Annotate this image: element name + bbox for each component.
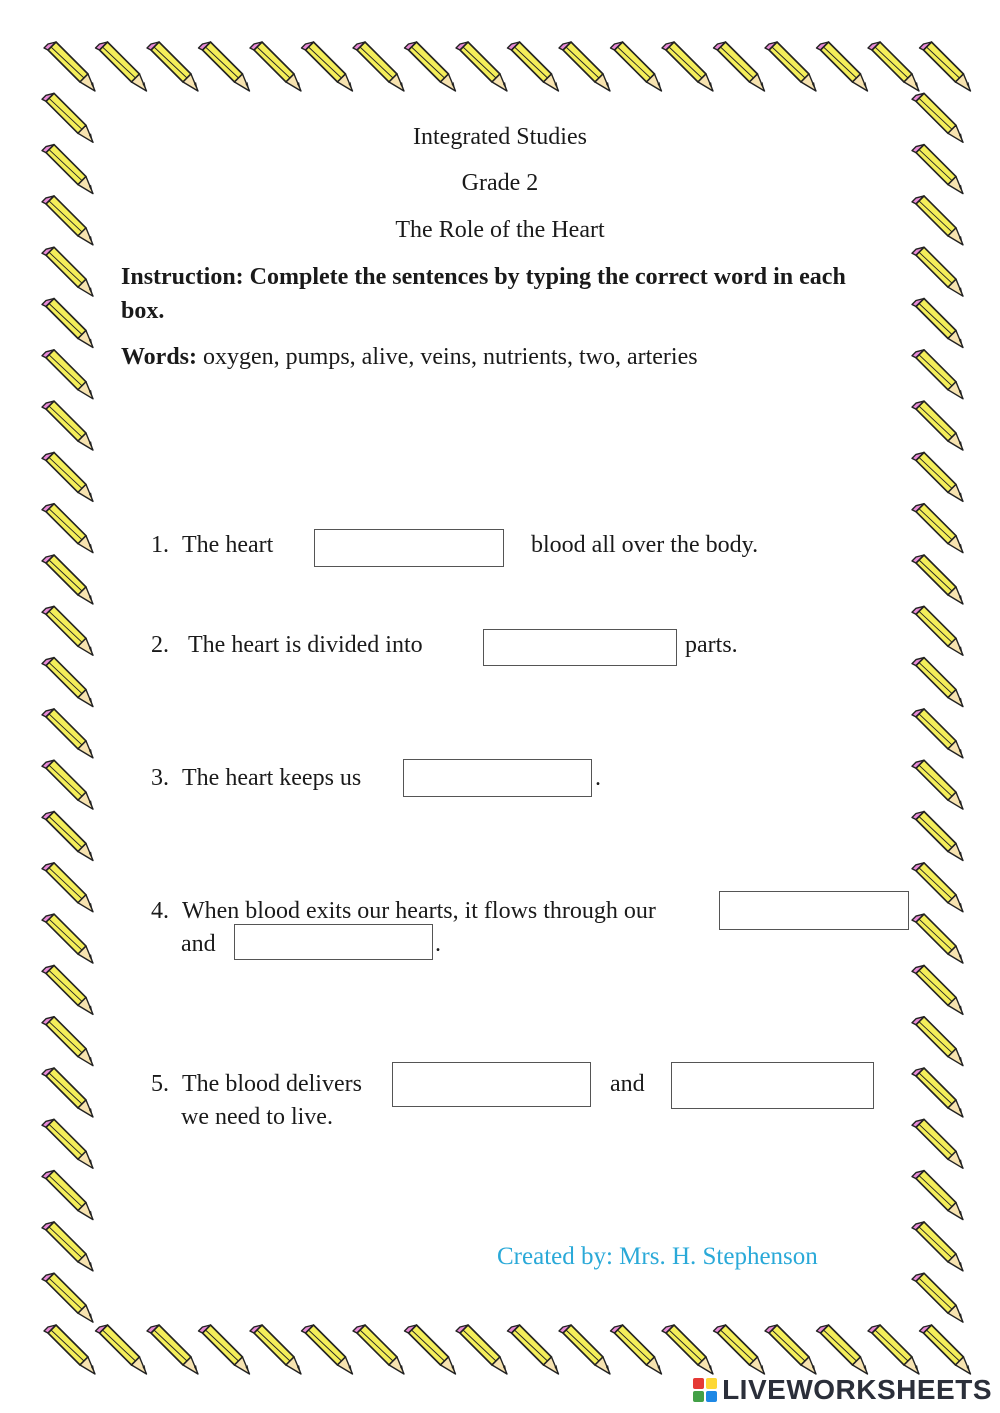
pencil-icon	[42, 299, 93, 348]
pencil-icon	[868, 42, 919, 91]
pencil-icon	[250, 42, 301, 91]
pencil-icon	[912, 401, 963, 450]
q2-text-after: parts.	[685, 632, 738, 658]
pencil-icon	[199, 42, 250, 91]
pencil-icon	[662, 1325, 713, 1374]
word-bank-list: oxygen, pumps, alive, veins, nutrients, two, arteries	[203, 344, 698, 370]
q5-answer-box-b[interactable]	[671, 1062, 874, 1109]
q4-text-before: When blood exits our hearts, it flows through our	[182, 898, 656, 924]
q3-text-before: The heart keeps us	[182, 765, 362, 791]
pencil-icon	[302, 42, 353, 91]
q5-number: 5.	[151, 1071, 169, 1097]
pencil-icon	[559, 42, 610, 91]
pencil-icon	[147, 42, 198, 91]
pencil-icon	[912, 709, 963, 758]
q5-text-middle: and	[610, 1071, 645, 1097]
pencil-icon	[42, 1171, 93, 1220]
pencil-icon	[199, 1325, 250, 1374]
pencil-icon	[42, 1119, 93, 1168]
pencil-icon	[42, 1273, 93, 1322]
pencil-icon	[42, 965, 93, 1014]
pencil-icon	[405, 42, 456, 91]
pencil-icon	[611, 42, 662, 91]
pencil-icon	[912, 606, 963, 655]
word-bank	[121, 340, 891, 374]
pencil-icon	[302, 1325, 353, 1374]
pencil-icon	[508, 42, 559, 91]
grade-title: Grade 2	[461, 170, 539, 196]
pencil-icon	[42, 760, 93, 809]
q3-text-after: .	[595, 765, 601, 791]
pencil-icon	[250, 1325, 301, 1374]
q4-text-after: .	[435, 931, 441, 957]
topic-title: The Role of the Heart	[395, 217, 605, 243]
pencil-icon	[912, 1171, 963, 1220]
pencil-icon	[714, 42, 765, 91]
pencil-icon	[456, 1325, 507, 1374]
subject-title: Integrated Studies	[413, 124, 587, 150]
q1-text-after: blood all over the body.	[531, 532, 759, 558]
pencil-icon	[912, 1273, 963, 1322]
pencil-icon	[912, 350, 963, 399]
q1-text-before: The heart	[182, 532, 274, 558]
pencil-icon	[42, 247, 93, 296]
q1-number: 1.	[151, 532, 169, 558]
pencil-icon	[912, 658, 963, 707]
pencil-icon	[912, 555, 963, 604]
q3-number: 3.	[151, 765, 169, 791]
pencil-icon	[405, 1325, 456, 1374]
pencil-icon	[559, 1325, 610, 1374]
pencil-icon	[353, 1325, 404, 1374]
pencil-icon	[817, 1325, 868, 1374]
q4-answer-box-a[interactable]	[719, 891, 909, 930]
pencil-icon	[42, 555, 93, 604]
pencil-icon	[42, 606, 93, 655]
q5-text-before: The blood delivers	[182, 1071, 362, 1097]
pencil-icon	[920, 42, 971, 91]
pencil-icon	[42, 401, 93, 450]
q4-answer-box-b[interactable]	[234, 924, 433, 960]
q1-answer-box[interactable]	[314, 529, 504, 567]
pencil-icon	[42, 658, 93, 707]
pencil-icon	[868, 1325, 919, 1374]
q4-number: 4.	[151, 898, 169, 924]
q4-text-middle: and	[181, 931, 216, 957]
pencil-icon	[147, 1325, 198, 1374]
pencil-icon	[44, 1325, 95, 1374]
pencil-icon	[912, 914, 963, 963]
q2-text-before: The heart is divided into	[188, 632, 423, 658]
word-bank-label: Words:	[121, 344, 198, 370]
pencil-icon	[912, 863, 963, 912]
pencil-icon	[912, 1017, 963, 1066]
pencil-icon	[662, 42, 713, 91]
instruction-text: Instruction: Complete the sentences by typing the correct word in each box.	[121, 264, 846, 324]
pencil-icon	[42, 1068, 93, 1117]
author-credit: Created by: Mrs. H. Stephenson	[497, 1243, 818, 1270]
pencil-icon	[42, 350, 93, 399]
q5-answer-box-a[interactable]	[392, 1062, 591, 1107]
pencil-icon	[912, 1222, 963, 1271]
liveworksheets-wordmark: LIVEWORKSHEETS	[722, 1374, 992, 1405]
pencil-icon	[912, 247, 963, 296]
pencil-icon	[96, 1325, 147, 1374]
pencil-icon	[42, 1222, 93, 1271]
pencil-icon	[817, 42, 868, 91]
pencil-icon	[765, 42, 816, 91]
pencil-icon	[96, 42, 147, 91]
pencil-icon	[508, 1325, 559, 1374]
q2-number: 2.	[151, 632, 169, 658]
pencil-icon	[920, 1325, 971, 1374]
q2-answer-box[interactable]	[483, 629, 677, 666]
pencil-icon	[353, 42, 404, 91]
pencil-icon	[765, 1325, 816, 1374]
pencil-icon	[42, 812, 93, 861]
pencil-icon	[912, 1068, 963, 1117]
pencil-icon	[42, 863, 93, 912]
pencil-icon	[912, 504, 963, 553]
pencil-icon	[42, 709, 93, 758]
q3-answer-box[interactable]	[403, 759, 592, 797]
pencil-icon	[44, 42, 95, 91]
liveworksheets-brand[interactable]	[692, 1373, 992, 1407]
liveworksheets-logo-icon	[692, 1377, 718, 1403]
pencil-icon	[912, 452, 963, 501]
pencil-icon	[456, 42, 507, 91]
pencil-icon	[714, 1325, 765, 1374]
pencil-icon	[912, 760, 963, 809]
pencil-icon	[912, 965, 963, 1014]
pencil-icon	[611, 1325, 662, 1374]
q5-text-after: we need to live.	[181, 1104, 333, 1130]
pencil-icon	[912, 812, 963, 861]
pencil-icon	[42, 504, 93, 553]
pencil-icon	[912, 299, 963, 348]
pencil-icon	[912, 1119, 963, 1168]
pencil-icon	[42, 452, 93, 501]
pencil-icon	[42, 1017, 93, 1066]
pencil-icon	[42, 914, 93, 963]
